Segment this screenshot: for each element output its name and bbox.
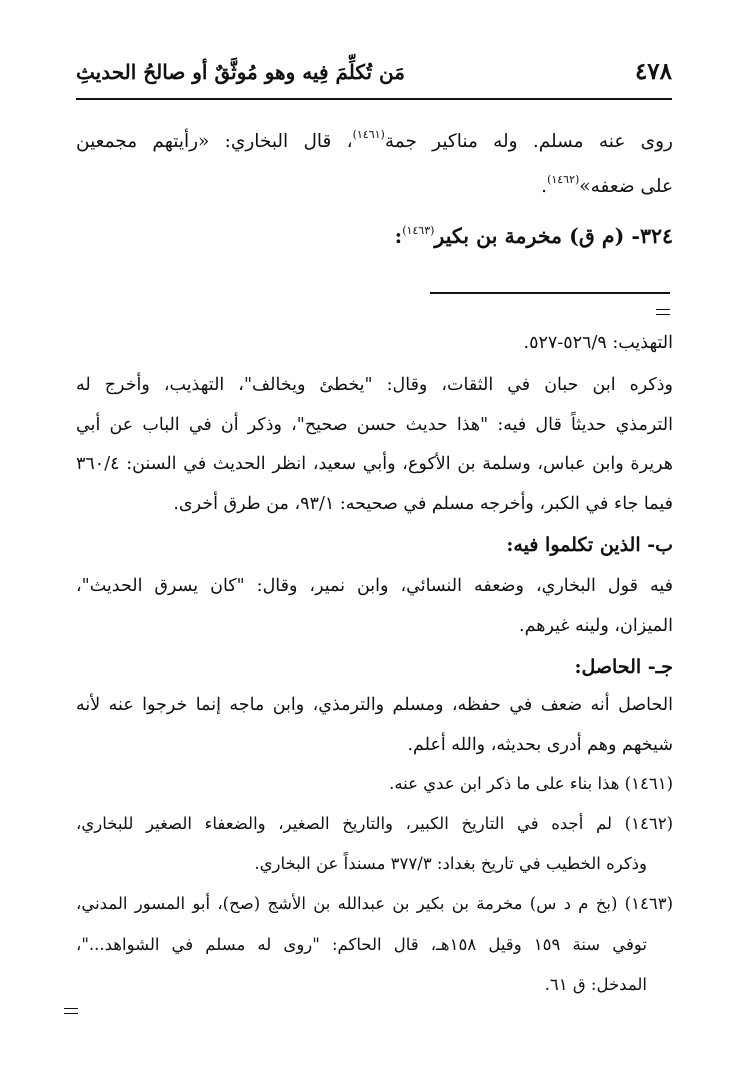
body-text: على ضعفه» bbox=[579, 176, 673, 197]
footnote-ref-1461[interactable]: (١٤٦١) bbox=[352, 128, 385, 141]
tahdhib-reference: التهذيب: ٥٢٦/٩-٥٢٧. bbox=[523, 333, 673, 353]
double-line-mark bbox=[656, 309, 670, 315]
footnote-ref-1462[interactable]: (١٤٦٢) bbox=[547, 173, 580, 186]
footnote-1463: (١٤٦٣) (بخ م د س) مخرمة بن بكير بن عبدالله بن الأشج (صح)، أبو المسور المدني، bbox=[76, 894, 673, 913]
note-line: الترمذي حديثاً قال فيه: "هذا حديث حسن صحيح"، وذكر أن في الباب عن أبي bbox=[76, 415, 673, 435]
note-line: فيما جاء في الكبر، وأخرجه مسلم في صحيحه: ٩٣/١، من طرق أخرى. bbox=[173, 494, 673, 514]
entry-colon: : bbox=[394, 224, 403, 248]
footnote-1462: (١٤٦٢) لم أجده في التاريخ الكبير، والتاريخ الصغير، والضعفاء الصغير للبخاري، bbox=[76, 814, 673, 833]
body-line-1 bbox=[76, 128, 673, 153]
entry-title: ٣٢٤- (م ق) مخرمة بن بكير bbox=[434, 224, 673, 248]
section-heading-b: ب- الذين تكلموا فيه: bbox=[506, 534, 673, 556]
footnote-separator bbox=[430, 292, 670, 294]
note-line: فيه قول البخاري، وضعفه النسائي، وابن نمير، وقال: "كان يسرق الحديث"، bbox=[76, 576, 673, 596]
footnote-1461: (١٤٦١) هذا بناء على ما ذكر ابن عدي عنه. bbox=[389, 774, 673, 793]
running-header bbox=[76, 58, 672, 100]
note-line: الحاصل أنه ضعف في حفظه، ومسلم والترمذي، وابن ماجه إنما خرجوا عنه لأنه bbox=[76, 695, 673, 715]
section-heading-j: جـ- الحاصل: bbox=[574, 656, 673, 678]
body-text: روى عنه مسلم. وله مناكير جمة bbox=[384, 131, 673, 152]
footnote-1463-cont: المدخل: ق ٦١. bbox=[544, 975, 647, 994]
body-text: ، قال البخاري: «رأيتهم مجمعين bbox=[76, 131, 353, 152]
note-line: شيخهم وهم أدرى بحديثه، والله أعلم. bbox=[407, 735, 673, 755]
entry-heading bbox=[76, 224, 673, 249]
footnote-1462-cont: وذكره الخطيب في تاريخ بغداد: ٣٧٧/٣ مسنداً عن البخاري. bbox=[254, 854, 647, 873]
body-line-2 bbox=[76, 173, 673, 198]
double-line-mark bbox=[64, 1008, 78, 1014]
note-line: الميزان، ولينه غيرهم. bbox=[519, 616, 673, 636]
body-text: . bbox=[541, 176, 548, 197]
running-title: مَن تُكلِّمَ فِيه وهو مُوثَّقٌ أو صالحُ الحديثِ bbox=[76, 60, 405, 84]
note-line: وذكره ابن حبان في الثقات، وقال: "يخطئ ويخالف"، التهذيب، وأخرج له bbox=[76, 375, 673, 395]
footnote-ref-1463[interactable]: (١٤٦٣) bbox=[402, 224, 435, 237]
footnote-1463-cont: توفي سنة ١٥٩ وقيل ١٥٨هـ، قال الحاكم: "روى له مسلم في الشواهد..."، bbox=[76, 935, 647, 954]
page-number: ٤٧٨ bbox=[634, 58, 672, 85]
note-line: هريرة وابن عباس، وسلمة بن الأكوع، وأبي سعيد، انظر الحديث في السنن: ٣٦٠/٤ bbox=[76, 454, 673, 474]
